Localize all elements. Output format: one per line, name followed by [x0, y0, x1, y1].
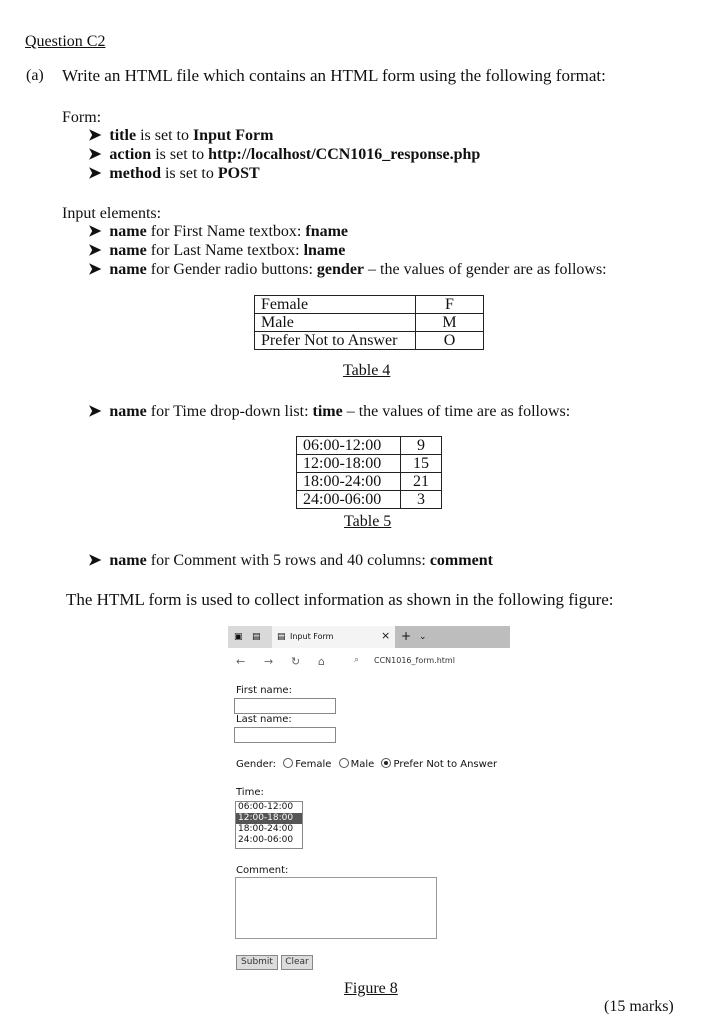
table-row	[297, 473, 442, 491]
gender-radio-male[interactable]	[339, 758, 349, 768]
table-cell: Male	[255, 314, 416, 332]
gender-option-label: Male	[350, 759, 375, 770]
table-cell: Prefer Not to Answer	[255, 332, 416, 350]
time-option[interactable]: 24:00-06:00	[238, 835, 294, 845]
browser-tab-bar	[228, 626, 510, 648]
input-heading: Input elements:	[62, 205, 162, 222]
new-tab-area	[395, 626, 510, 648]
tab-title: Input Form	[290, 632, 334, 641]
table-cell: 9	[401, 437, 442, 455]
time-label: Time:	[236, 787, 264, 798]
first-name-input[interactable]	[234, 698, 336, 714]
time-option-selected[interactable]: 12:00-18:00	[236, 813, 302, 824]
time-option[interactable]: 06:00-12:00	[238, 802, 294, 812]
input-item-gender: ➤ name for Gender radio buttons: gender – the values of gender are as follows:	[88, 261, 607, 278]
input-item-comment: ➤ name for Comment with 5 rows and 40 columns: comment	[88, 552, 493, 569]
table-row	[255, 314, 484, 332]
search-icon: ⌕	[354, 655, 360, 665]
table-cell: Female	[255, 296, 416, 314]
gender-radio-prefer-not[interactable]	[381, 758, 391, 768]
gender-label: Gender:	[236, 759, 277, 770]
figure-intro: The HTML form is used to collect information as shown in the following figure:	[66, 590, 614, 609]
clear-button[interactable]: Clear	[281, 955, 313, 970]
table-cell: 06:00-12:00	[297, 437, 401, 455]
time-listbox[interactable]	[235, 801, 303, 849]
marks: (15 marks)	[604, 998, 674, 1015]
table-cell: 15	[401, 455, 442, 473]
table-5	[296, 436, 442, 509]
form-item-title: ➤ title is set to Input Form	[88, 127, 274, 144]
refresh-icon[interactable]: ↻	[291, 655, 301, 668]
first-name-label: First name:	[236, 685, 292, 696]
input-item-lname: ➤ name for Last Name textbox: lname	[88, 242, 346, 259]
table-cell: 24:00-06:00	[297, 491, 401, 509]
table-row	[297, 491, 442, 509]
submit-button[interactable]: Submit	[236, 955, 278, 970]
input-item-fname: ➤ name for First Name textbox: fname	[88, 223, 349, 240]
forward-icon[interactable]: →	[264, 655, 274, 668]
home-icon[interactable]: ⌂	[318, 655, 325, 668]
question-heading: Question C2	[25, 33, 106, 50]
input-item-time: ➤ name for Time drop-down list: time – the values of time are as follows:	[88, 403, 571, 420]
form-item-action: ➤ action is set to http://localhost/CCN1016_response.php	[88, 146, 481, 163]
form-item-method: ➤ method is set to POST	[88, 165, 260, 182]
table-cell: 12:00-18:00	[297, 455, 401, 473]
last-name-label: Last name:	[236, 714, 292, 725]
figure-caption: Figure 8	[344, 980, 398, 997]
gender-option-label: Prefer Not to Answer	[393, 759, 498, 770]
comment-label: Comment:	[236, 865, 289, 876]
chevron-down-icon[interactable]: ⌄	[419, 632, 427, 642]
part-label: (a)	[26, 67, 44, 84]
table-cell: 3	[401, 491, 442, 509]
back-icon[interactable]: ←	[236, 655, 246, 668]
table-row	[297, 437, 442, 455]
table-4	[254, 295, 484, 350]
table-row	[255, 296, 484, 314]
table-cell: 21	[401, 473, 442, 491]
table-4-caption: Table 4	[343, 362, 391, 379]
new-tab-button[interactable]: +	[401, 629, 412, 643]
page-icon: ▤	[277, 632, 286, 642]
table-cell: 18:00-24:00	[297, 473, 401, 491]
tab-groups-icon: ▤	[252, 632, 261, 642]
form-heading: Form:	[62, 109, 102, 126]
address-bar[interactable]: CCN1016_form.html	[374, 656, 455, 665]
table-cell: O	[416, 332, 484, 350]
last-name-input[interactable]	[234, 727, 336, 743]
gender-option-label: Female	[295, 759, 332, 770]
close-tab-icon[interactable]: ×	[381, 629, 391, 642]
table-cell: M	[416, 314, 484, 332]
gender-row	[236, 757, 497, 770]
comment-textarea[interactable]	[235, 877, 437, 939]
time-option[interactable]: 18:00-24:00	[238, 824, 294, 834]
table-5-caption: Table 5	[344, 513, 392, 530]
part-instruction: Write an HTML file which contains an HTML form using the following format:	[62, 66, 606, 85]
gender-radio-female[interactable]	[283, 758, 293, 768]
table-row	[255, 332, 484, 350]
tab-actions-icon: ▣	[234, 632, 243, 642]
table-cell: F	[416, 296, 484, 314]
table-row	[297, 455, 442, 473]
